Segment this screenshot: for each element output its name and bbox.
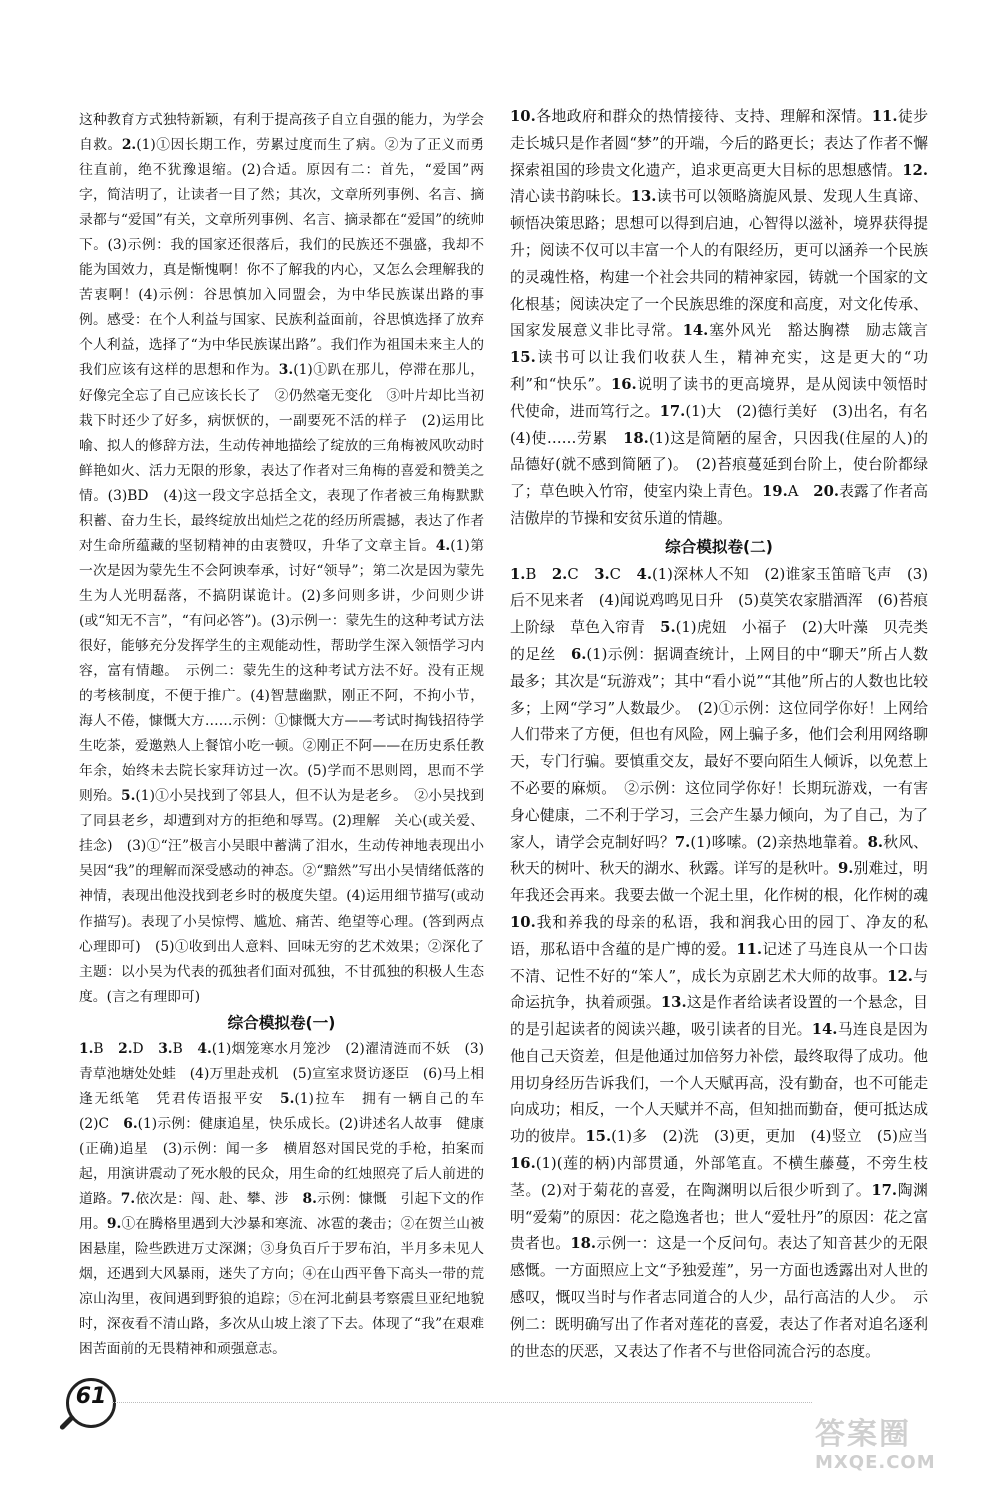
question-number: 11. <box>736 940 763 958</box>
question-number: 8. <box>867 833 884 851</box>
answer-text: (1)烟笼寒水月笼沙 (2)濯清涟而不妖 (3)青草池塘处处蛙 (4)万里赴戎机 (5)宣室求贤访逐臣 (6)马上相逢无纸笔 凭君传语报平安 <box>79 1040 485 1107</box>
answer-text: C <box>567 565 595 583</box>
question-number: 8. <box>302 1191 317 1208</box>
answer-text: B <box>172 1040 198 1057</box>
question-number: 2. <box>118 1040 133 1057</box>
answer-text: 徒步走长城只是作者圆“梦”的开端，今后的路更长；表达了作者不懈探索祖国的珍贵文化遗产，追求更高更大目标的思想感情。 <box>510 108 928 179</box>
question-number: 6. <box>570 645 587 663</box>
answer-text: B <box>525 565 552 583</box>
answer-text: (1)大 (2)德行美好 (3)出名，有名 (4)使……劳累 <box>510 402 943 447</box>
watermark-url: MXQE.COM <box>815 1452 936 1473</box>
question-number: 3. <box>594 565 610 583</box>
answer-paragraph <box>510 562 943 1366</box>
question-number: 3. <box>158 1040 173 1057</box>
answer-text: 这种教育方式独特新颖，有利于提高孩子自立自强的能力，为学会自救。 <box>79 112 484 154</box>
answer-text: (1)①趴在那儿，停滞在那儿，好像完全忘了自己应该长长了 ②仍然毫无变化 ③叶片却比当初栽下时还少了好多，病恹恹的，一副要死不活的样子 (2)运用比喻、拟人的修辞方法，生动传神地描绘了绽放的三角梅被风吹动时鲜艳如火、活力无限的形象，表达了作者对三角梅的喜爱和赞美之情。(3)BD (4)这一段文字总括全文，表现了作者被三角梅默默积蓄、奋力生长，最终绽放出灿烂之花的经历所震撼，表达了作者对生命所蕴藏的坚韧精神的由衷赞叹，升华了文章主旨。 <box>79 362 484 554</box>
question-number: 4. <box>636 565 652 583</box>
answer-text: (1)①因长期工作，劳累过度而生了病。②为了正义而勇往直前，绝不犹豫退缩。(2)合适。原因有二：首先，“爱国”两字，简洁明了，让读者一目了然；其次，文章所列事例、名言、摘录都与“爱国”有关，文章所列事例、名言、摘录都在“爱国”的统帅下。(3)示例：我的国家还很落后，我们的民族还不强盛，我却不能为国效力，真是惭愧啊！你不了解我的内心，又怎么会理解我的苦衷啊！(4)示例：谷思慎加入同盟会，为中华民族谋出路的事例。感受：在个人利益与国家、民族利益面前，谷思慎选择了放弃个人利益，选择了“为中华民族谋出路”。我们作为祖国未来主人的我们应该有这样的思想和作为。 <box>79 137 485 379</box>
question-number: 15. <box>510 349 536 367</box>
answer-text: 记述了马连良从一个口齿不清、记性不好的“笨人”，成长为京剧艺术大师的故事。 <box>510 940 928 985</box>
question-number: 20. <box>813 483 840 501</box>
answer-text: 依次是：闯、赴、攀、涉 <box>135 1191 303 1208</box>
question-number: 2. <box>551 565 568 583</box>
answer-text: D <box>132 1040 159 1057</box>
answer-paragraph <box>510 104 943 533</box>
question-number: 18. <box>570 1235 597 1253</box>
answer-text: 示例：慷慨 引起下文的作用。 <box>79 1191 485 1233</box>
watermark-logo <box>815 1418 985 1478</box>
watermark-text: 答案圈 <box>815 1417 911 1452</box>
answer-text: (1)虎妞 小福子 (2)大叶藻 贝壳类的足丝 <box>510 619 928 663</box>
question-number: 16. <box>510 1155 536 1173</box>
right-column <box>510 104 943 1365</box>
question-number: 4. <box>435 537 451 554</box>
answer-paragraph <box>79 108 484 1010</box>
answer-text: 读书可以领略旖旎风景、发现人生真谛、顿悟决策思路；思想可以得到启迪，心智得以滋补，境界获得提升；阅读不仅可以丰富一个人的有限经历，更可以涵养一个民族的灵魂性格，构建一个社会共同的精神家园，铸就一个国家的文化根基；阅读决定了一个民族思维的深度和高度，对文化传承、国家发展意义非比寻常。 <box>510 188 928 340</box>
answer-text: A <box>787 483 814 501</box>
answer-text: 各地政府和群众的热情接待、支持、理解和深情。 <box>535 108 872 125</box>
answer-text: B <box>93 1040 119 1057</box>
answer-text: 别难过，明年我还会再来。我要去做一个泥土里，化作树的根，化作树的魂 <box>510 860 928 905</box>
question-number: 14. <box>811 1021 838 1039</box>
answer-text: (1)(莲的柄)内部贯通，外部笔直。不横生藤蔓，不旁生枝茎。(2)对于菊花的喜爱，在陶渊明以后很少听到了。 <box>510 1155 928 1199</box>
question-number: 19. <box>762 483 788 501</box>
question-number: 6. <box>123 1115 138 1132</box>
answer-text: (1)多 (2)洗 (3)更，更加 (4)竖立 (5)应当 <box>611 1128 943 1146</box>
footer-divider <box>112 1402 812 1403</box>
answer-text: 我和养我的母亲的私语，我和润我心田的园丁、净友的私语，那私语中含蕴的是广博的爱。 <box>510 913 928 958</box>
answer-text: 陶渊明“爱菊”的原因：花之隐逸者也；世人“爱牡丹”的原因：花之富贵者也。 <box>510 1181 928 1253</box>
question-number: 9. <box>837 860 854 878</box>
answer-text: (1)哆嗦。(2)亲热地靠着。 <box>690 833 868 851</box>
question-number: 17. <box>871 1181 898 1199</box>
question-number: 2. <box>121 137 137 154</box>
answer-text: (1)第一次是因为蒙先生不会阿谀奉承，讨好“领导”；第二次是因为蒙先生为人光明磊落，不搞阴谋诡计。(2)多问则多讲，少问则少讲(或“知无不言”，“有问必答”)。(3)示例一：蒙先生的这种考试方法很好，能够充分发挥学生的主观能动性，帮助学生深入领悟学习内容，富有情趣。 示例二：蒙先生的这种考试方法不好。没有正规的考核制度，不便于推广。(4)智慧幽默，刚正不阿，不拘小节，海人不倦，慷慨大方……示例：①慷慨大方——考试时掏钱招待学生吃茶，爱邀熟人上餐馆小吃一顿。②刚正不阿——在历史系任教年余，始终未去院长家拜访过一次。(5)学而不思则罔，思而不学则殆。 <box>79 537 485 805</box>
answer-text: 清心读书韵味长。 <box>510 188 631 206</box>
answer-text: 马连良是因为他自己天资差，但是他通过加倍努力补偿，最终取得了成功。他用切身经历告诉我们，一个人天赋再高，没有勤奋，也不可能走向成功；相反，一个人天赋并不高，但知拙而勤奋，便可抵达成功的彼岸。 <box>510 1021 928 1146</box>
answer-text: 示例一：这是一个反问句。表达了知音甚少的无限感慨。一方面照应上文“予独爱莲”，另一方面也透露出对人世的感叹，慨叹当时与作者志同道合的人少，品行高洁的人少。 示例二：既明确写出了作者对莲花的喜爱，表达了作者对追名逐利的世态的厌恶，又表达了作者不与世俗同流合污的态度。 <box>510 1235 928 1360</box>
answer-text: (1)这是简陋的屋舍，只因我(住屋的人)的品德好(就不感到简陋了)。 (2)苔痕蔓延到台阶上，使台阶都绿了；草色映入竹帘，使室内染上青色。 <box>510 429 928 501</box>
question-number: 13. <box>660 994 687 1012</box>
answer-text: C <box>609 565 637 583</box>
question-number: 17. <box>659 402 686 420</box>
answer-text: 塞外风光 豁达胸襟 励志箴言 <box>708 322 943 340</box>
answer-text: 秋风、秋天的树叶、秋天的湖水、秋露。详写的是秋叶。 <box>510 833 928 878</box>
left-column <box>79 108 498 1362</box>
question-number: 12. <box>887 967 913 985</box>
answer-text: (1)示例：据调查统计，上网目的中“聊天”所占人数最多；其次是“玩游戏”；其中“看小说”“其他”所占的人数也比较多；上网“学习”人数最少。 (2)①示例：这位同学你好！上网给人们带来了方便，但也有风险，网上骗子多，他们会利用网络聊天，专门行骗。要慎重交友，最好不要向陌生人倾诉，以免惹上不必要的麻烦。 ②示例：这位同学你好！长期玩游戏，一有害身心健康，二不利于学习，三会产生暴力倾向，为了自己，为了家人，请学会克制好吗？ <box>510 645 928 851</box>
question-number: 13. <box>630 188 657 206</box>
question-number: 9. <box>106 1216 122 1233</box>
question-number: 5. <box>660 619 676 637</box>
answer-text: (1)示例：健康追星，快乐成长。(2)讲述名人故事 健康(正确)追星 (3)示例：闻一多 横眉怒对国民党的手枪，拍案而起，用演讲震动了死水般的民众，用生命的红烛照亮了后人前进的道路。 <box>79 1115 484 1208</box>
answer-text: (1)拉车 拥有一辆自己的车 (2)C <box>79 1090 498 1132</box>
answer-text: ①在腾格里遇到大沙暴和寒流、冰雹的袭击；②在贺兰山被困悬崖，险些跌进万丈深渊；③身负百斤于罗布泊，半月多未见人烟，还遇到大风暴雨，迷失了方向；④在山西平鲁下高头一带的荒凉山沟里，夜间遇到野狼的追踪；⑤在河北蓟县考察震旦亚纪地貌时，深夜看不清山路，多次从山坡上滚了下去。体现了“我”在艰难困苦面前的无畏精神和顽强意志。 <box>79 1216 485 1358</box>
magnifier-handle-icon <box>59 1414 75 1430</box>
question-number: 4. <box>197 1040 212 1057</box>
answer-text: 这是作者给读者设置的一个悬念，目的是引起读者的阅读兴趣，吸引读者的目光。 <box>510 994 928 1039</box>
answer-paragraph <box>79 1037 498 1363</box>
question-number: 15. <box>585 1128 612 1146</box>
question-number: 5. <box>279 1090 295 1107</box>
answer-text: 表露了作者高洁傲岸的节操和安贫乐道的情趣。 <box>510 483 928 527</box>
question-number: 12. <box>902 161 928 179</box>
answer-text: (1)①小吴找到了邻县人，但不认为是老乡。 ②小吴找到了同县老乡，却遭到对方的拒绝和辱骂。(2)理解 关心(或关爱、挂念) (3)①“汪”极言小吴眼中蓄满了泪水，生动传神地表现出小吴因“我”的理解而深受感动的神态。②“黯然”写出小吴情绪低落的神情，表现出他没找到老乡时的极度失望。(4)运用细节描写(或动作描写)。表现了小吴惊愕、尴尬、痛苦、绝望等心理。(答到两点心理即可) (5)①收到出人意料、回味无穷的艺术效果；②深化了主题：以小吴为代表的孤独者们面对孤独，不甘孤独的积极人生态度。(言之有理即可) <box>79 788 484 1005</box>
question-number: 14. <box>682 322 709 340</box>
question-number: 7. <box>674 833 691 851</box>
question-number: 16. <box>610 375 637 393</box>
question-number: 7. <box>120 1191 136 1208</box>
question-number: 11. <box>871 108 898 125</box>
question-number: 10. <box>510 108 536 125</box>
answer-text: 与命运抗争，执着顽强。 <box>510 967 928 1012</box>
question-number: 1. <box>79 1040 94 1057</box>
question-number: 3. <box>278 362 294 379</box>
answer-text: 说明了读书的更高境界，是从阅读中领悟时代使命，进而笃行之。 <box>510 375 928 420</box>
page-number: 61 <box>75 1384 107 1409</box>
question-number: 5. <box>121 788 136 805</box>
question-number: 18. <box>623 429 649 447</box>
answer-text: (1)深林人不知 (2)谁家玉笛暗飞声 (3)后不见来者 (4)闻说鸡鸣见日升 (5)莫笑农家腊酒浑 (6)苔痕上阶绿 草色入帘青 <box>510 565 929 637</box>
section-title: 综合模拟卷(二) <box>665 537 773 556</box>
answer-text: 读书可以让我们收获人生，精神充实，这是更大的“功利”和“快乐”。 <box>510 349 928 393</box>
section-title: 综合模拟卷(一) <box>227 1013 336 1032</box>
question-number: 10. <box>510 913 536 931</box>
question-number: 1. <box>510 565 526 583</box>
